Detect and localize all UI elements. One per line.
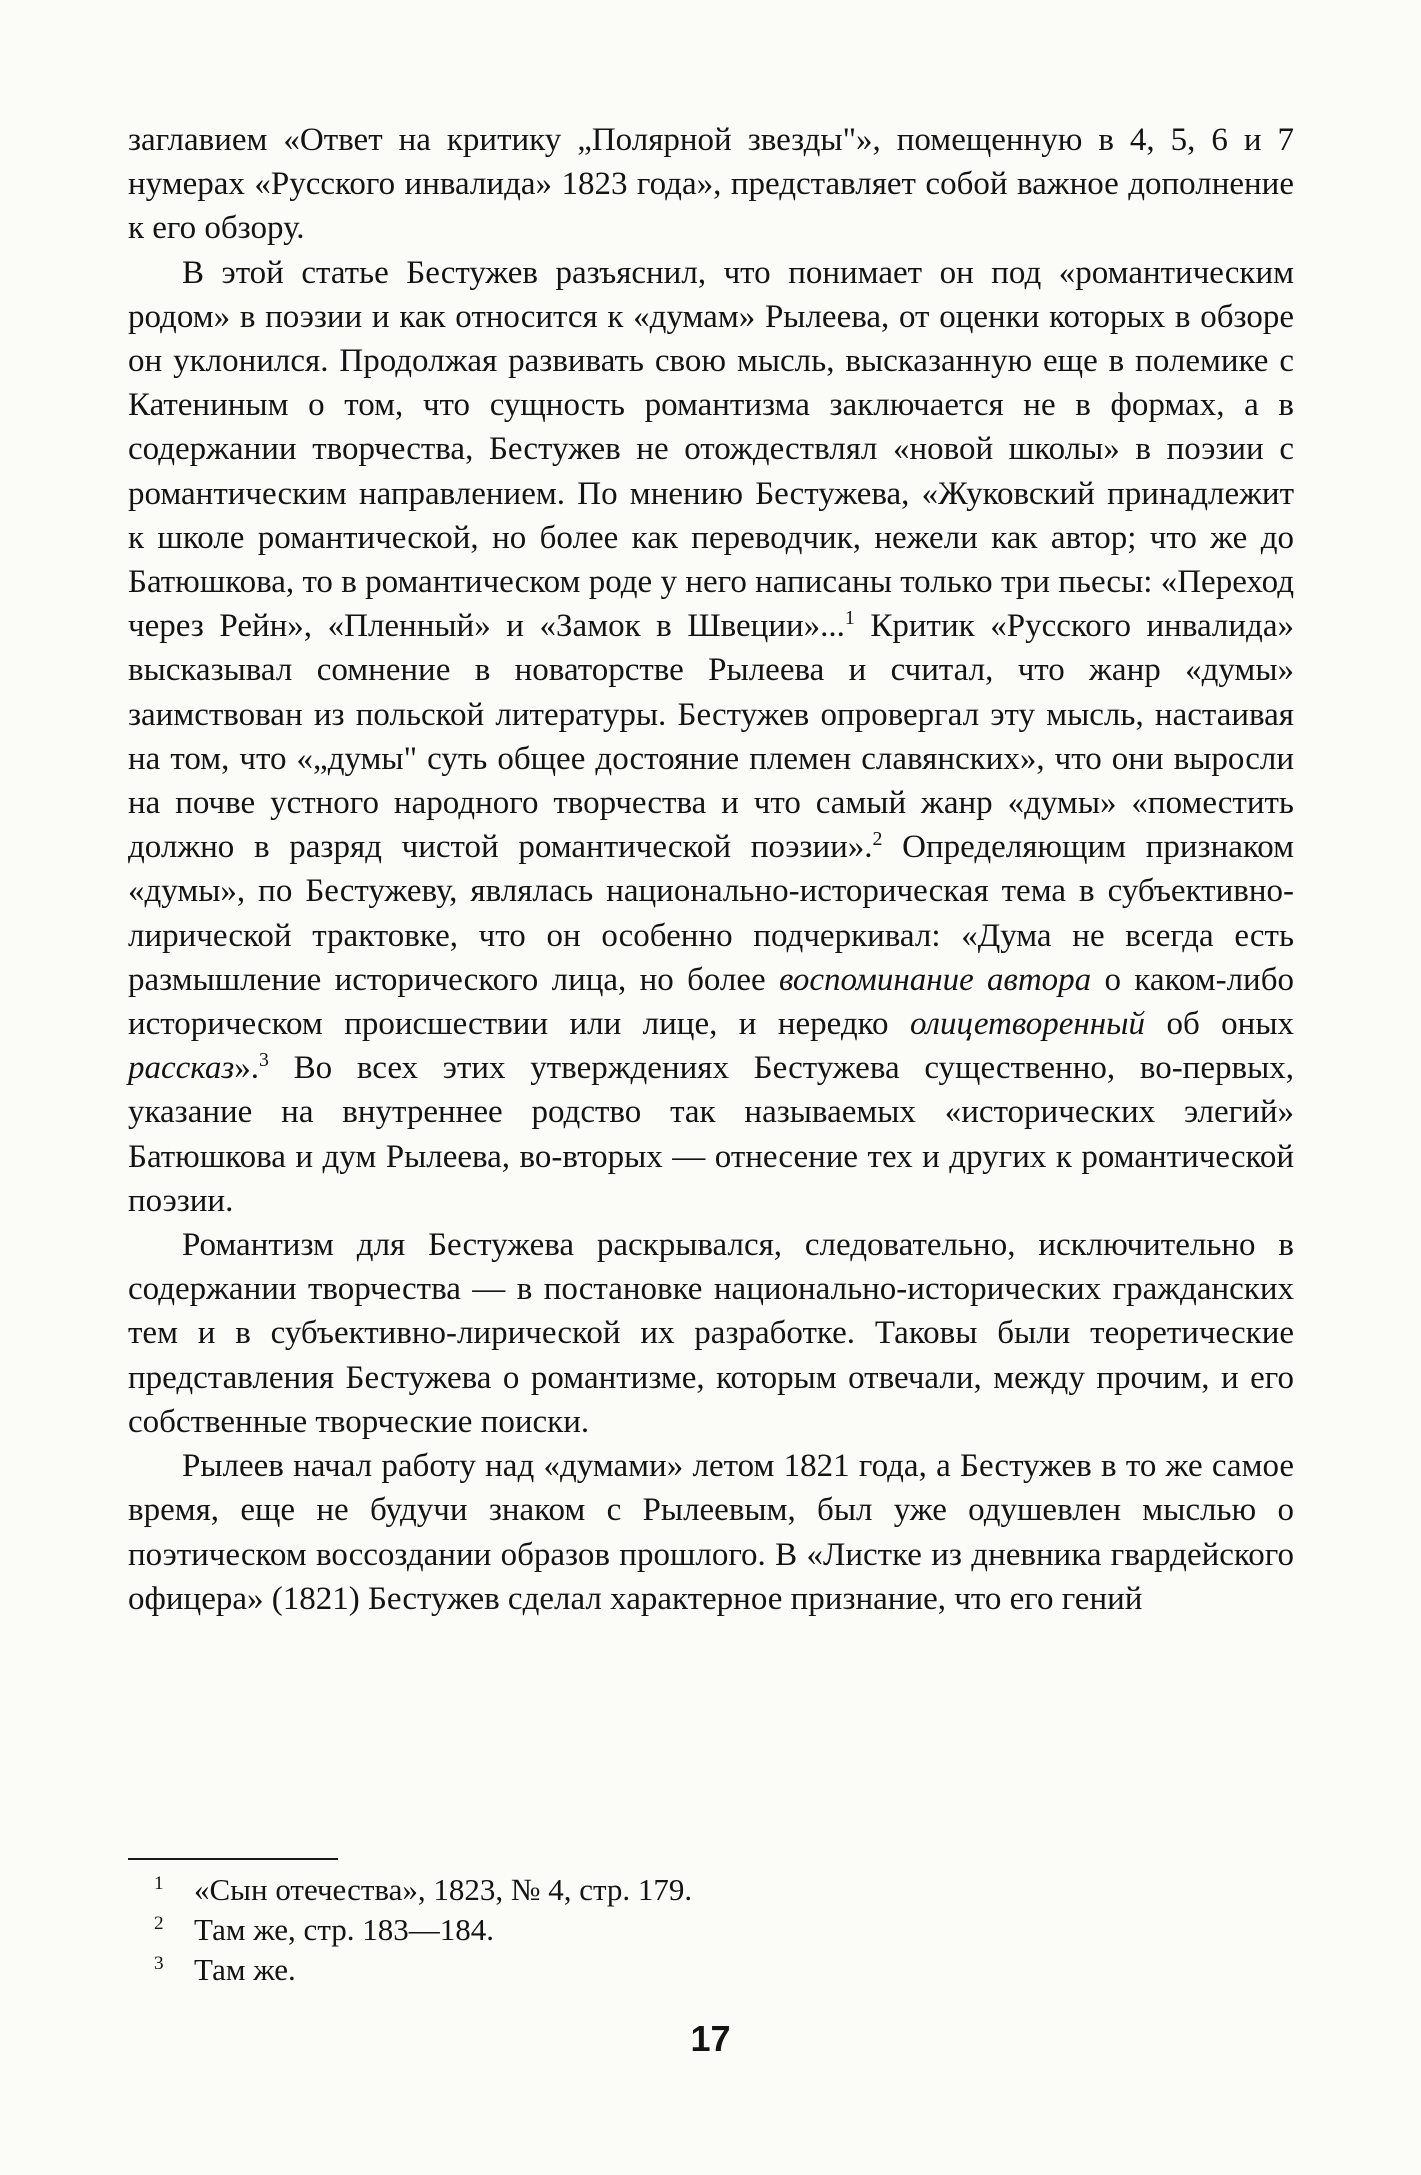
footnote: 2 Там же, стр. 183—184.	[154, 1912, 494, 1947]
footnote-text: Там же.	[194, 1952, 296, 1987]
body-text	[128, 118, 1294, 1621]
footnote-text: «Сын отечества», 1823, № 4, стр. 179.	[194, 1872, 693, 1907]
footnote-divider	[128, 1858, 338, 1860]
text-run: В этой статье Бестужев разъяснил, что понимает он под «романтическим родом» в поэзии и как относится к «думам» Рылеева, от оценки которых в обзоре он уклонился. Продолжая развивать свою мысль, высказанную еще в полемике с Катениным о том, что сущность романтизма заключается не в формах, а в содержании творчества, Бестужев не отождествлял «новой школы» в поэзии с романтическим направлением. По мнению Бестужева, «Жуковский принадлежит к школе романтической, но более как переводчик, нежели как автор; что же до Батюшкова, то в романтическом роде у него написаны только три пьесы: «Переход через Рейн», «Пленный» и «Замок в Швеции»...	[128, 254, 1294, 645]
italic-text: рассказ	[128, 1050, 235, 1087]
text-run: о каком-либо историческом происшествии или лице, и нередко	[128, 961, 1294, 1043]
text-run: Определяющим признаком «думы», по Бестужеву, являлась национально-историческая тема в субъективно-лирической трактовке, что он особенно подчеркивал: «Дума не всегда есть размышление исторического лица, но более	[128, 829, 1295, 998]
paragraph	[128, 118, 1294, 251]
page-number: 17	[690, 2018, 731, 2059]
footnotes	[154, 1870, 1194, 1990]
text-run: Рылеев начал работу над «думами» летом 1821 года, а Бестужев в то же самое время, еще не будучи знаком с Рылеевым, был уже одушевлен мыслью о поэтическом воссоздании образов прошлого. В «Листке из дневника гвардейского офицера» (1821) Бестужев сделал характерное признание, что его гений	[128, 1448, 1294, 1617]
footnote-reference: 3	[259, 1049, 269, 1072]
paragraph	[128, 1223, 1294, 1444]
italic-text: олицетворенный	[909, 1006, 1146, 1043]
paragraph	[128, 251, 1294, 1223]
footnote-text: Там же, стр. 183—184.	[194, 1912, 494, 1947]
footnote: 3 Там же.	[154, 1952, 296, 1987]
footnote-reference: 2	[872, 828, 883, 851]
italic-text: воспоминание автора	[778, 961, 1092, 998]
text-run: ».	[234, 1050, 260, 1087]
text-run: заглавием «Ответ на критику „Полярной звезды"», помещенную в 4, 5, 6 и 7 нумерах «Русского инвалида» 1823 года», представляет собой важное дополнение к его обзору.	[128, 122, 1294, 247]
footnote-reference: 1	[844, 607, 855, 630]
text-run: Критик «Русского инвалида» высказывал сомнение в новаторстве Рылеева и считал, что жанр «думы» заимствован из польской литературы. Бестужев опровергал эту мысль, настаивая на том, что «„думы" суть общее достояние племен славянских», что они выросли на почве устного народного творчества и что самый жанр «думы» «поместить должно в разряд чистой романтической поэзии».	[128, 608, 1294, 866]
text-run: Романтизм для Бестужева раскрывался, следовательно, исключительно в содержании творчества — в постановке национально-исторических гражданских тем и в субъективно-лирической их разработке. Таковы были теоретические представления Бестужева о романтизме, которым отвечали, между прочим, и его собственные творческие поиски.	[128, 1227, 1294, 1440]
paragraph	[128, 1444, 1294, 1621]
text-run: Во всех этих утверждениях Бестужева существенно, во-первых, указание на внутреннее родство так называемых «исторических элегий» Батюшкова и дум Рылеева, во-вторых — отнесение тех и других к романтической поэзии.	[128, 1050, 1294, 1219]
footnote: 1 «Сын отечества», 1823, № 4, стр. 179.	[154, 1872, 693, 1907]
text-run: об оных	[1145, 1006, 1294, 1043]
